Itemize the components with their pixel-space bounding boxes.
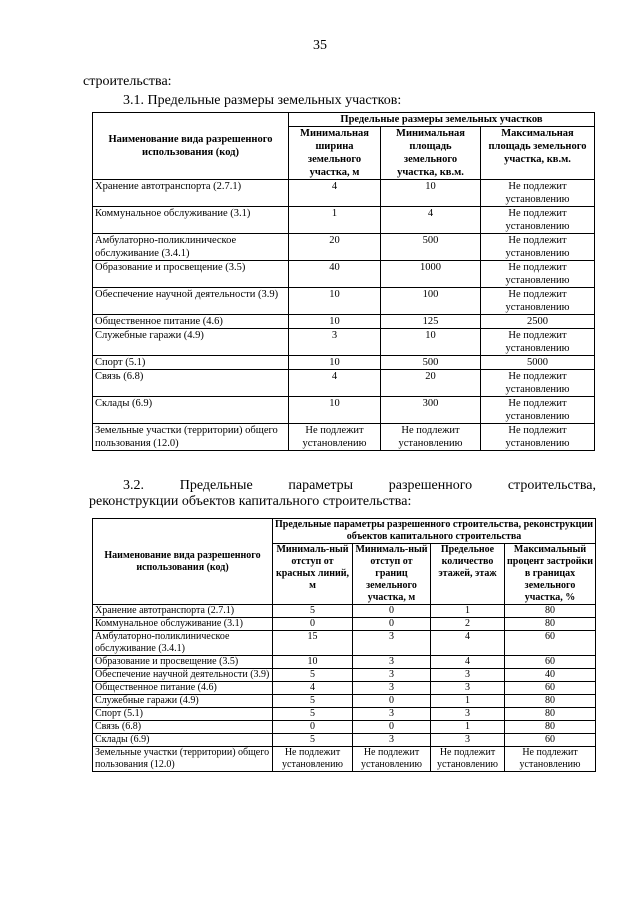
table-row (93, 207, 595, 234)
row-name: Коммунальное обслуживание (3.1) (93, 207, 289, 234)
row-name: Служебные гаражи (4.9) (93, 329, 289, 356)
row-name: Образование и просвещение (3.5) (93, 261, 289, 288)
row-value: 20 (381, 370, 481, 397)
row-value: 0 (353, 721, 431, 734)
row-name: Склады (6.9) (93, 734, 273, 747)
row-value: 10 (289, 315, 381, 329)
table-row (93, 356, 595, 370)
row-value: 4 (273, 682, 353, 695)
row-value: 2500 (481, 315, 595, 329)
row-name: Хранение автотранспорта (2.7.1) (93, 605, 273, 618)
table-row (93, 734, 596, 747)
row-value: 1000 (381, 261, 481, 288)
row-value: 1 (289, 207, 381, 234)
row-value: 10 (381, 180, 481, 207)
row-value: 60 (505, 734, 596, 747)
row-value: 10 (289, 288, 381, 315)
row-value: 5 (273, 605, 353, 618)
row-value: 4 (431, 631, 505, 656)
row-value: 80 (505, 708, 596, 721)
row-value: Не подлежит установлению (481, 370, 595, 397)
row-value: 300 (381, 397, 481, 424)
row-value: 60 (505, 682, 596, 695)
row-name: Склады (6.9) (93, 397, 289, 424)
group-header: Предельные параметры разрешенного строительства, реконструкции объектов капитального строительства (273, 519, 596, 544)
row-value: 100 (381, 288, 481, 315)
title-word: строительства, (507, 478, 596, 493)
table-row (93, 708, 596, 721)
row-value: Не подлежит установлению (481, 329, 595, 356)
row-name: Земельные участки (территории) общего пользования (12.0) (93, 424, 289, 451)
table-row (93, 721, 596, 734)
row-value: 3 (353, 708, 431, 721)
name-header: Наименование вида разрешенного использования (код) (93, 519, 273, 605)
row-value: 500 (381, 234, 481, 261)
row-value: 0 (353, 605, 431, 618)
row-value: 3 (353, 682, 431, 695)
row-value: 4 (431, 656, 505, 669)
row-value: 1 (431, 721, 505, 734)
table-row (93, 261, 595, 288)
row-value: 40 (505, 669, 596, 682)
row-value: Не подлежит установлению (481, 234, 595, 261)
table-row (93, 234, 595, 261)
row-value: Не подлежит установлению (273, 747, 353, 772)
row-value: 5 (273, 669, 353, 682)
row-name: Связь (6.8) (93, 370, 289, 397)
row-value: 0 (353, 618, 431, 631)
row-value: 3 (431, 682, 505, 695)
row-value: Не подлежит установлению (481, 261, 595, 288)
table-row (93, 370, 595, 397)
row-name: Хранение автотранспорта (2.7.1) (93, 180, 289, 207)
row-value: 3 (431, 734, 505, 747)
table-row (93, 315, 595, 329)
table-row (93, 747, 596, 772)
row-value: 3 (431, 708, 505, 721)
column-header: Минималь-ный отступ от красных линий, м (273, 544, 353, 605)
name-header: Наименование вида разрешенного использования (код) (93, 113, 289, 180)
row-value: 4 (289, 370, 381, 397)
row-value: 5 (273, 734, 353, 747)
row-value: 1 (431, 605, 505, 618)
row-value: 40 (289, 261, 381, 288)
group-header: Предельные размеры земельных участков (289, 113, 595, 127)
table-row (93, 656, 596, 669)
table-row (93, 682, 596, 695)
row-value: Не подлежит установлению (381, 424, 481, 451)
title-line-2: реконструкции объектов капитального строительства: (89, 494, 412, 509)
column-header: Максимальный процент застройки в границах земельного участка, % (505, 544, 596, 605)
row-value: 80 (505, 695, 596, 708)
row-value: 10 (273, 656, 353, 669)
row-name: Обеспечение научной деятельности (3.9) (93, 288, 289, 315)
row-value: 15 (273, 631, 353, 656)
row-name: Амбулаторно-поликлиническое обслуживание (3.4.1) (93, 631, 273, 656)
table-row (93, 329, 595, 356)
title-word: параметры (288, 478, 354, 493)
row-value: 5 (273, 695, 353, 708)
section-3-1-title: 3.1. Предельные размеры земельных участков: (123, 93, 402, 108)
row-value: 3 (353, 631, 431, 656)
row-value: 4 (289, 180, 381, 207)
row-value: Не подлежит установлению (481, 207, 595, 234)
section-3-2-title (89, 478, 596, 510)
row-value: Не подлежит установлению (481, 180, 595, 207)
row-value: Не подлежит установлению (505, 747, 596, 772)
row-value: 20 (289, 234, 381, 261)
row-value: 80 (505, 721, 596, 734)
row-value: 80 (505, 618, 596, 631)
row-value: 0 (353, 695, 431, 708)
row-value: 500 (381, 356, 481, 370)
table-row (93, 669, 596, 682)
row-value: 3 (431, 669, 505, 682)
row-name: Связь (6.8) (93, 721, 273, 734)
row-value: Не подлежит установлению (431, 747, 505, 772)
row-name: Спорт (5.1) (93, 708, 273, 721)
row-value: 3 (289, 329, 381, 356)
table-row (93, 288, 595, 315)
title-word: разрешенного (388, 478, 473, 493)
column-header: Максимальная площадь земельного участка, кв.м. (481, 127, 595, 180)
row-name: Коммунальное обслуживание (3.1) (93, 618, 273, 631)
row-value: 60 (505, 656, 596, 669)
row-value: 125 (381, 315, 481, 329)
row-value: 1 (431, 695, 505, 708)
table-row (93, 631, 596, 656)
row-name: Амбулаторно-поликлиническое обслуживание (3.4.1) (93, 234, 289, 261)
row-value: 3 (353, 734, 431, 747)
row-value: Не подлежит установлению (481, 288, 595, 315)
continuation-text: строительства: (83, 74, 172, 89)
row-name: Образование и просвещение (3.5) (93, 656, 273, 669)
row-value: 3 (353, 656, 431, 669)
row-value: 2 (431, 618, 505, 631)
building-parameters-table (92, 518, 596, 772)
table-row (93, 397, 595, 424)
column-header: Минималь-ный отступ от границ земельного участка, м (353, 544, 431, 605)
land-plot-sizes-table (92, 112, 595, 451)
row-value: 60 (505, 631, 596, 656)
row-value: 0 (273, 721, 353, 734)
row-name: Общественное питание (4.6) (93, 315, 289, 329)
row-value: 80 (505, 605, 596, 618)
row-value: 10 (289, 397, 381, 424)
row-value: 5 (273, 708, 353, 721)
column-header: Минимальная площадь земельного участка, кв.м. (381, 127, 481, 180)
row-name: Спорт (5.1) (93, 356, 289, 370)
row-name: Общественное питание (4.6) (93, 682, 273, 695)
page-number: 35 (313, 38, 327, 53)
table-row (93, 605, 596, 618)
title-word: Предельные (179, 478, 253, 493)
row-value: 3 (353, 669, 431, 682)
row-value: Не подлежит установлению (481, 424, 595, 451)
row-value: 5000 (481, 356, 595, 370)
table-row (93, 180, 595, 207)
row-name: Земельные участки (территории) общего пользования (12.0) (93, 747, 273, 772)
row-name: Обеспечение научной деятельности (3.9) (93, 669, 273, 682)
table-row (93, 618, 596, 631)
column-header: Минимальная ширина земельного участка, м (289, 127, 381, 180)
row-name: Служебные гаражи (4.9) (93, 695, 273, 708)
row-value: Не подлежит установлению (353, 747, 431, 772)
row-value: 0 (273, 618, 353, 631)
row-value: 10 (289, 356, 381, 370)
column-header: Предельное количество этажей, этаж (431, 544, 505, 605)
row-value: Не подлежит установлению (289, 424, 381, 451)
row-value: Не подлежит установлению (481, 397, 595, 424)
table-row (93, 695, 596, 708)
row-value: 4 (381, 207, 481, 234)
row-value: 10 (381, 329, 481, 356)
title-word: 3.2. (123, 478, 144, 493)
table-row (93, 424, 595, 451)
